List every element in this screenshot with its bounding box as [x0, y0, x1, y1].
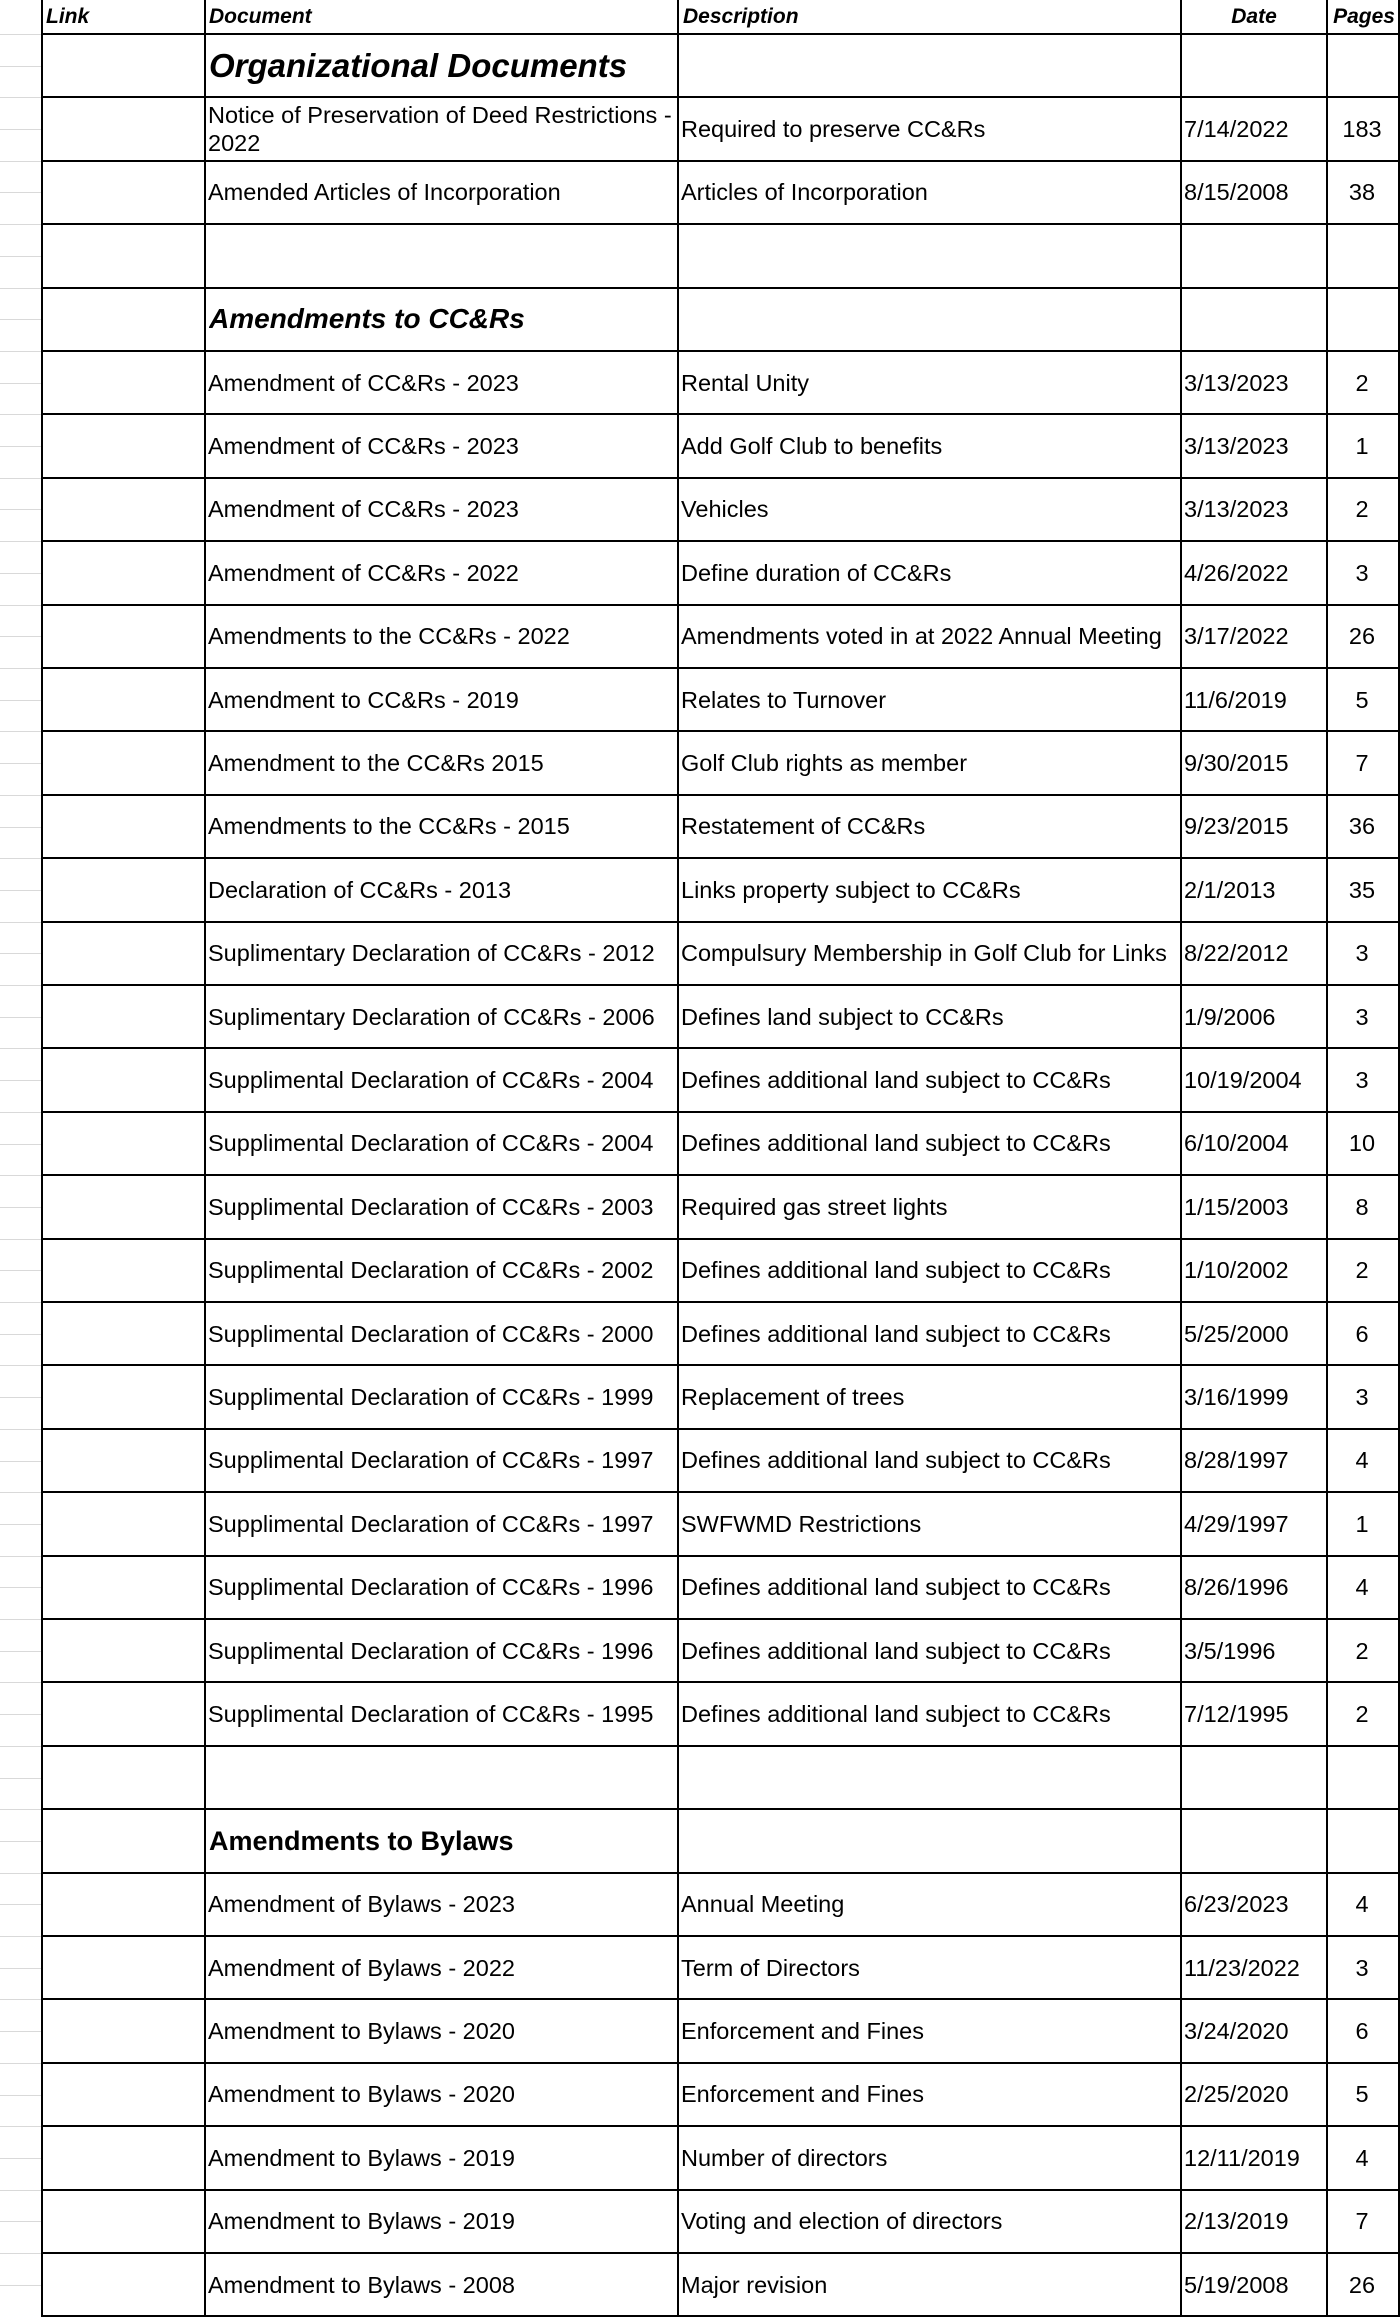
row-border [41, 1111, 1400, 1113]
link-cell[interactable] [43, 1809, 202, 1872]
description-cell[interactable]: Add Golf Club to benefits [681, 432, 943, 459]
pages-cell[interactable]: 26 [1348, 2271, 1376, 2298]
link-cell[interactable] [43, 795, 202, 858]
description-cell[interactable]: Number of directors [681, 2144, 888, 2171]
document-cell[interactable]: Amendment of Bylaws - 2022 [208, 1954, 515, 1981]
link-cell[interactable] [43, 2063, 202, 2126]
description-cell[interactable]: Term of Directors [681, 1954, 860, 1981]
link-cell[interactable] [43, 2190, 202, 2253]
column-border [41, 0, 43, 2316]
date-cell[interactable]: 10/19/2004 [1184, 1066, 1302, 1093]
pages-cell[interactable]: 8 [1355, 1193, 1369, 1220]
description-cell[interactable]: Major revision [681, 2271, 828, 2298]
section-title[interactable]: Amendments to CC&Rs [209, 303, 525, 335]
description-cell[interactable]: Links property subject to CC&Rs [681, 876, 1021, 903]
table-row [0, 1682, 1400, 1745]
document-cell[interactable]: Supplimental Declaration of CC&Rs - 2004 [208, 1066, 654, 1093]
row-border [41, 160, 1400, 162]
link-cell[interactable] [43, 1619, 202, 1682]
pages-cell[interactable]: 5 [1355, 686, 1369, 713]
table-row [0, 1302, 1400, 1365]
pages-cell[interactable]: 38 [1348, 179, 1376, 206]
document-cell[interactable]: Amendment to the CC&Rs 2015 [208, 749, 544, 776]
document-cell[interactable]: Supplimental Declaration of CC&Rs - 2003 [208, 1193, 654, 1220]
description-cell[interactable]: Define duration of CC&Rs [681, 559, 952, 586]
document-cell[interactable]: Amendment of CC&Rs - 2022 [208, 559, 519, 586]
date-cell[interactable]: 8/26/1996 [1184, 1574, 1289, 1601]
table-row [0, 351, 1400, 414]
pages-cell[interactable]: 4 [1355, 1447, 1369, 1474]
description-cell[interactable]: Defines additional land subject to CC&Rs [681, 1257, 1111, 1284]
table-row [0, 1936, 1400, 1999]
section-title[interactable]: Amendments to Bylaws [209, 1825, 514, 1856]
document-cell[interactable]: Amendment of CC&Rs - 2023 [208, 496, 519, 523]
row-border [41, 1618, 1400, 1620]
date-cell[interactable]: 3/16/1999 [1184, 1383, 1289, 1410]
date-cell[interactable]: 2/1/2013 [1184, 876, 1276, 903]
row-border [41, 1998, 1400, 2000]
link-cell[interactable] [43, 668, 202, 731]
row-border [41, 350, 1400, 352]
pages-cell[interactable]: 2 [1355, 1700, 1369, 1727]
link-cell[interactable] [43, 224, 202, 287]
row-border [41, 1174, 1400, 1176]
description-cell[interactable]: Articles of Incorporation [681, 179, 928, 206]
pages-cell[interactable]: 3 [1355, 1003, 1369, 1030]
description-cell[interactable]: Defines land subject to CC&Rs [681, 1003, 1004, 1030]
document-cell[interactable]: Amendment to Bylaws - 2020 [208, 2081, 515, 2108]
pages-cell[interactable]: 4 [1355, 2144, 1369, 2171]
date-cell[interactable]: 2/25/2020 [1184, 2081, 1289, 2108]
row-border [41, 1745, 1400, 1747]
column-border [1180, 0, 1182, 2316]
description-cell[interactable]: Enforcement and Fines [681, 2017, 924, 2044]
description-cell[interactable]: Defines additional land subject to CC&Rs [681, 1637, 1111, 1664]
document-cell[interactable]: Declaration of CC&Rs - 2013 [208, 876, 512, 903]
date-cell[interactable]: 9/23/2015 [1184, 813, 1289, 840]
link-cell[interactable] [43, 161, 202, 224]
description-cell[interactable]: Annual Meeting [681, 1891, 845, 1918]
description-cell[interactable]: Defines additional land subject to CC&Rs [681, 1574, 1111, 1601]
pages-cell[interactable]: 2 [1355, 369, 1369, 396]
link-cell[interactable] [43, 1556, 202, 1619]
row-border [41, 1238, 1400, 1240]
row-border [41, 1491, 1400, 1493]
table-row [0, 731, 1400, 794]
link-cell[interactable] [43, 541, 202, 604]
link-cell[interactable] [43, 1112, 202, 1175]
date-cell[interactable]: 8/15/2008 [1184, 179, 1289, 206]
pages-cell[interactable]: 1 [1355, 432, 1369, 459]
row-border [41, 1681, 1400, 1683]
link-cell[interactable] [43, 1873, 202, 1936]
date-cell[interactable]: 11/23/2022 [1184, 1954, 1300, 1981]
date-cell[interactable]: 3/13/2023 [1184, 496, 1289, 523]
link-cell[interactable] [43, 1746, 202, 1809]
document-cell[interactable]: Amended Articles of Incorporation [208, 179, 561, 206]
row-border [41, 604, 1400, 606]
blank-row [0, 224, 1400, 287]
document-cell[interactable]: Amendments to the CC&Rs - 2022 [208, 623, 570, 650]
table-row [0, 1492, 1400, 1555]
table-row [0, 668, 1400, 731]
row-border [41, 1364, 1400, 1366]
description-cell[interactable]: SWFWMD Restrictions [681, 1510, 922, 1537]
row-border [41, 1301, 1400, 1303]
link-cell[interactable] [43, 605, 202, 668]
link-cell[interactable] [43, 2126, 202, 2189]
row-border [41, 2062, 1400, 2064]
pages-cell[interactable]: 36 [1348, 813, 1376, 840]
document-cell[interactable]: Amendment to Bylaws - 2019 [208, 2208, 515, 2235]
table-row [0, 2190, 1400, 2253]
pages-cell[interactable]: 4 [1355, 1574, 1369, 1601]
pages-cell[interactable]: 5 [1355, 2081, 1369, 2108]
table-row [0, 1048, 1400, 1111]
document-cell[interactable]: Supplimental Declaration of CC&Rs - 1996 [208, 1637, 654, 1664]
table-row [0, 1112, 1400, 1175]
table-row [0, 1429, 1400, 1492]
description-cell[interactable]: Rental Unity [681, 369, 809, 396]
pages-cell[interactable]: 6 [1355, 1320, 1369, 1347]
table-row [0, 985, 1400, 1048]
link-cell[interactable] [43, 351, 202, 414]
row-border [41, 1047, 1400, 1049]
date-cell[interactable]: 3/17/2022 [1184, 623, 1289, 650]
header-link[interactable]: Link [46, 5, 90, 28]
date-cell[interactable]: 3/13/2023 [1184, 432, 1289, 459]
description-cell[interactable]: Vehicles [681, 496, 769, 523]
date-cell[interactable]: 3/24/2020 [1184, 2017, 1289, 2044]
column-border [1326, 0, 1328, 2316]
row-border [41, 540, 1400, 542]
header-description[interactable]: Description [683, 5, 799, 28]
pages-cell[interactable]: 35 [1348, 876, 1376, 903]
table-row [0, 922, 1400, 985]
link-cell[interactable] [43, 1302, 202, 1365]
document-cell[interactable]: Supplimental Declaration of CC&Rs - 1997 [208, 1510, 654, 1537]
link-cell[interactable] [43, 1175, 202, 1238]
row-border [41, 984, 1400, 986]
document-cell[interactable]: Suplimentary Declaration of CC&Rs - 2012 [208, 940, 655, 967]
document-cell[interactable]: Amendment to Bylaws - 2020 [208, 2017, 515, 2044]
link-cell[interactable] [43, 985, 202, 1048]
description-cell[interactable]: Compulsury Membership in Golf Club for Links [681, 940, 1167, 967]
table-row [0, 1239, 1400, 1302]
row-border [41, 2125, 1400, 2127]
description-cell[interactable]: Relates to Turnover [681, 686, 887, 713]
table-row [0, 478, 1400, 541]
document-cell[interactable]: Supplimental Declaration of CC&Rs - 2000 [208, 1320, 654, 1347]
row-border [41, 1935, 1400, 1937]
section-row [0, 288, 1400, 351]
blank-row [0, 1746, 1400, 1809]
document-cell[interactable]: Supplimental Declaration of CC&Rs - 1999 [208, 1383, 654, 1410]
date-cell[interactable]: 8/22/2012 [1184, 940, 1289, 967]
date-cell[interactable]: 3/13/2023 [1184, 369, 1289, 396]
table-row [0, 858, 1400, 921]
table-row [0, 414, 1400, 477]
description-cell[interactable]: Restatement of CC&Rs [681, 813, 926, 840]
link-cell[interactable] [43, 478, 202, 541]
document-cell[interactable]: Amendments to the CC&Rs - 2015 [208, 813, 570, 840]
table-row [0, 795, 1400, 858]
row-border [41, 2189, 1400, 2191]
description-cell[interactable]: Defines additional land subject to CC&Rs [681, 1066, 1111, 1093]
date-cell[interactable]: 4/29/1997 [1184, 1510, 1289, 1537]
row-border [41, 1555, 1400, 1557]
link-cell[interactable] [43, 1682, 202, 1745]
row-border [41, 477, 1400, 479]
description-cell[interactable]: Replacement of trees [681, 1383, 905, 1410]
date-cell[interactable]: 6/23/2023 [1184, 1891, 1289, 1918]
description-cell[interactable]: Golf Club rights as member [681, 749, 968, 776]
table-row [0, 541, 1400, 604]
header-date[interactable]: Date [1231, 5, 1277, 28]
row-border [41, 96, 1400, 98]
row-border [41, 857, 1400, 859]
document-cell[interactable]: Suplimentary Declaration of CC&Rs - 2006 [208, 1003, 655, 1030]
link-cell[interactable] [43, 2253, 202, 2316]
link-cell[interactable] [43, 858, 202, 921]
table-row [0, 1365, 1400, 1428]
row-border [41, 794, 1400, 796]
pages-cell[interactable]: 3 [1355, 940, 1369, 967]
link-cell[interactable] [43, 288, 202, 351]
pages-cell[interactable]: 7 [1355, 749, 1369, 776]
document-cell[interactable]: Amendment to Bylaws - 2008 [208, 2271, 515, 2298]
link-cell[interactable] [43, 1239, 202, 1302]
link-cell[interactable] [43, 1429, 202, 1492]
date-cell[interactable]: 8/28/1997 [1184, 1447, 1289, 1474]
table-row [0, 1999, 1400, 2062]
description-cell[interactable]: Defines additional land subject to CC&Rs [681, 1447, 1111, 1474]
section-row [0, 34, 1400, 97]
date-cell[interactable]: 1/15/2003 [1184, 1193, 1289, 1220]
link-cell[interactable] [43, 1365, 202, 1428]
row-border [41, 1808, 1400, 1810]
section-row [0, 1809, 1400, 1872]
date-cell[interactable]: 1/9/2006 [1184, 1003, 1276, 1030]
date-cell[interactable]: 6/10/2004 [1184, 1130, 1289, 1157]
table-row [0, 2253, 1400, 2316]
table-row [0, 1556, 1400, 1619]
link-cell[interactable] [43, 34, 202, 97]
description-cell[interactable]: Required gas street lights [681, 1193, 948, 1220]
table-row [0, 1175, 1400, 1238]
document-cell[interactable]: Amendment of CC&Rs - 2023 [208, 432, 519, 459]
row-border [41, 287, 1400, 289]
row-border [41, 2252, 1400, 2254]
link-cell[interactable] [43, 1936, 202, 1999]
link-cell[interactable] [43, 97, 202, 160]
document-cell[interactable]: Supplimental Declaration of CC&Rs - 1995 [208, 1700, 654, 1727]
date-cell[interactable]: 4/26/2022 [1184, 559, 1289, 586]
date-cell[interactable]: 5/19/2008 [1184, 2271, 1289, 2298]
header-pages[interactable]: Pages [1333, 5, 1395, 28]
pages-cell[interactable]: 10 [1348, 1130, 1376, 1157]
description-cell[interactable]: Required to preserve CC&Rs [681, 115, 986, 142]
link-cell[interactable] [43, 922, 202, 985]
date-cell[interactable]: 11/6/2019 [1184, 686, 1287, 713]
document-cell[interactable]: Supplimental Declaration of CC&Rs - 1997 [208, 1447, 654, 1474]
pages-cell[interactable]: 3 [1355, 559, 1369, 586]
date-cell[interactable]: 12/11/2019 [1184, 2144, 1300, 2171]
date-cell[interactable]: 5/25/2000 [1184, 1320, 1289, 1347]
document-cell[interactable]: Amendment of CC&Rs - 2023 [208, 369, 519, 396]
description-cell[interactable]: Enforcement and Fines [681, 2081, 924, 2108]
description-cell[interactable]: Voting and election of directors [681, 2208, 1003, 2235]
document-cell[interactable]: Supplimental Declaration of CC&Rs - 2002 [208, 1257, 654, 1284]
date-cell[interactable]: 9/30/2015 [1184, 749, 1289, 776]
link-cell[interactable] [43, 1492, 202, 1555]
date-cell[interactable]: 7/12/1995 [1184, 1700, 1289, 1727]
description-cell[interactable]: Defines additional land subject to CC&Rs [681, 1700, 1111, 1727]
table-row [0, 1619, 1400, 1682]
link-cell[interactable] [43, 731, 202, 794]
pages-cell[interactable]: 4 [1355, 1891, 1369, 1918]
document-cell[interactable]: Amendment of Bylaws - 2023 [208, 1891, 515, 1918]
pages-cell[interactable]: 2 [1355, 1637, 1369, 1664]
table-row [0, 605, 1400, 668]
pages-cell[interactable]: 3 [1355, 1066, 1369, 1093]
row-border [41, 33, 1400, 35]
section-title[interactable]: Organizational Documents [209, 46, 628, 84]
pages-cell[interactable]: 6 [1355, 2017, 1369, 2044]
pages-cell[interactable]: 2 [1355, 496, 1369, 523]
header-document[interactable]: Document [209, 5, 312, 28]
row-border [41, 730, 1400, 732]
row-border [41, 667, 1400, 669]
description-cell[interactable]: Defines additional land subject to CC&Rs [681, 1320, 1111, 1347]
row-border [41, 1428, 1400, 1430]
date-cell[interactable]: 2/13/2019 [1184, 2208, 1289, 2235]
pages-cell[interactable]: 1 [1355, 1510, 1369, 1537]
pages-cell[interactable]: 183 [1342, 115, 1382, 142]
document-cell[interactable]: Amendment to CC&Rs - 2019 [208, 686, 519, 713]
pages-cell[interactable]: 3 [1355, 1954, 1369, 1981]
table-row [0, 97, 1400, 160]
row-border [41, 921, 1400, 923]
pages-cell[interactable]: 26 [1348, 623, 1376, 650]
document-cell[interactable]: Supplimental Declaration of CC&Rs - 2004 [208, 1130, 654, 1157]
table-row [0, 2063, 1400, 2126]
row-border [41, 413, 1400, 415]
link-cell[interactable] [43, 1048, 202, 1111]
date-cell[interactable]: 7/14/2022 [1184, 115, 1289, 142]
table-row [0, 161, 1400, 224]
table-row [0, 1873, 1400, 1936]
date-cell[interactable]: 3/5/1996 [1184, 1637, 1276, 1664]
description-cell[interactable]: Defines additional land subject to CC&Rs [681, 1130, 1111, 1157]
column-border [204, 0, 206, 2316]
pages-cell[interactable]: 7 [1355, 2208, 1369, 2235]
pages-cell[interactable]: 3 [1355, 1383, 1369, 1410]
document-cell[interactable]: Amendment to Bylaws - 2019 [208, 2144, 515, 2171]
column-border [677, 0, 679, 2316]
document-cell[interactable]: Notice of Preservation of Deed Restrictions - 2022 [208, 101, 672, 156]
description-cell[interactable]: Amendments voted in at 2022 Annual Meeting [681, 623, 1162, 650]
row-border [41, 223, 1400, 225]
table-row [0, 2126, 1400, 2189]
pages-cell[interactable]: 2 [1355, 1257, 1369, 1284]
date-cell[interactable]: 1/10/2002 [1184, 1257, 1289, 1284]
link-cell[interactable] [43, 414, 202, 477]
document-cell[interactable]: Supplimental Declaration of CC&Rs - 1996 [208, 1574, 654, 1601]
row-border [41, 1872, 1400, 1874]
link-cell[interactable] [43, 1999, 202, 2062]
